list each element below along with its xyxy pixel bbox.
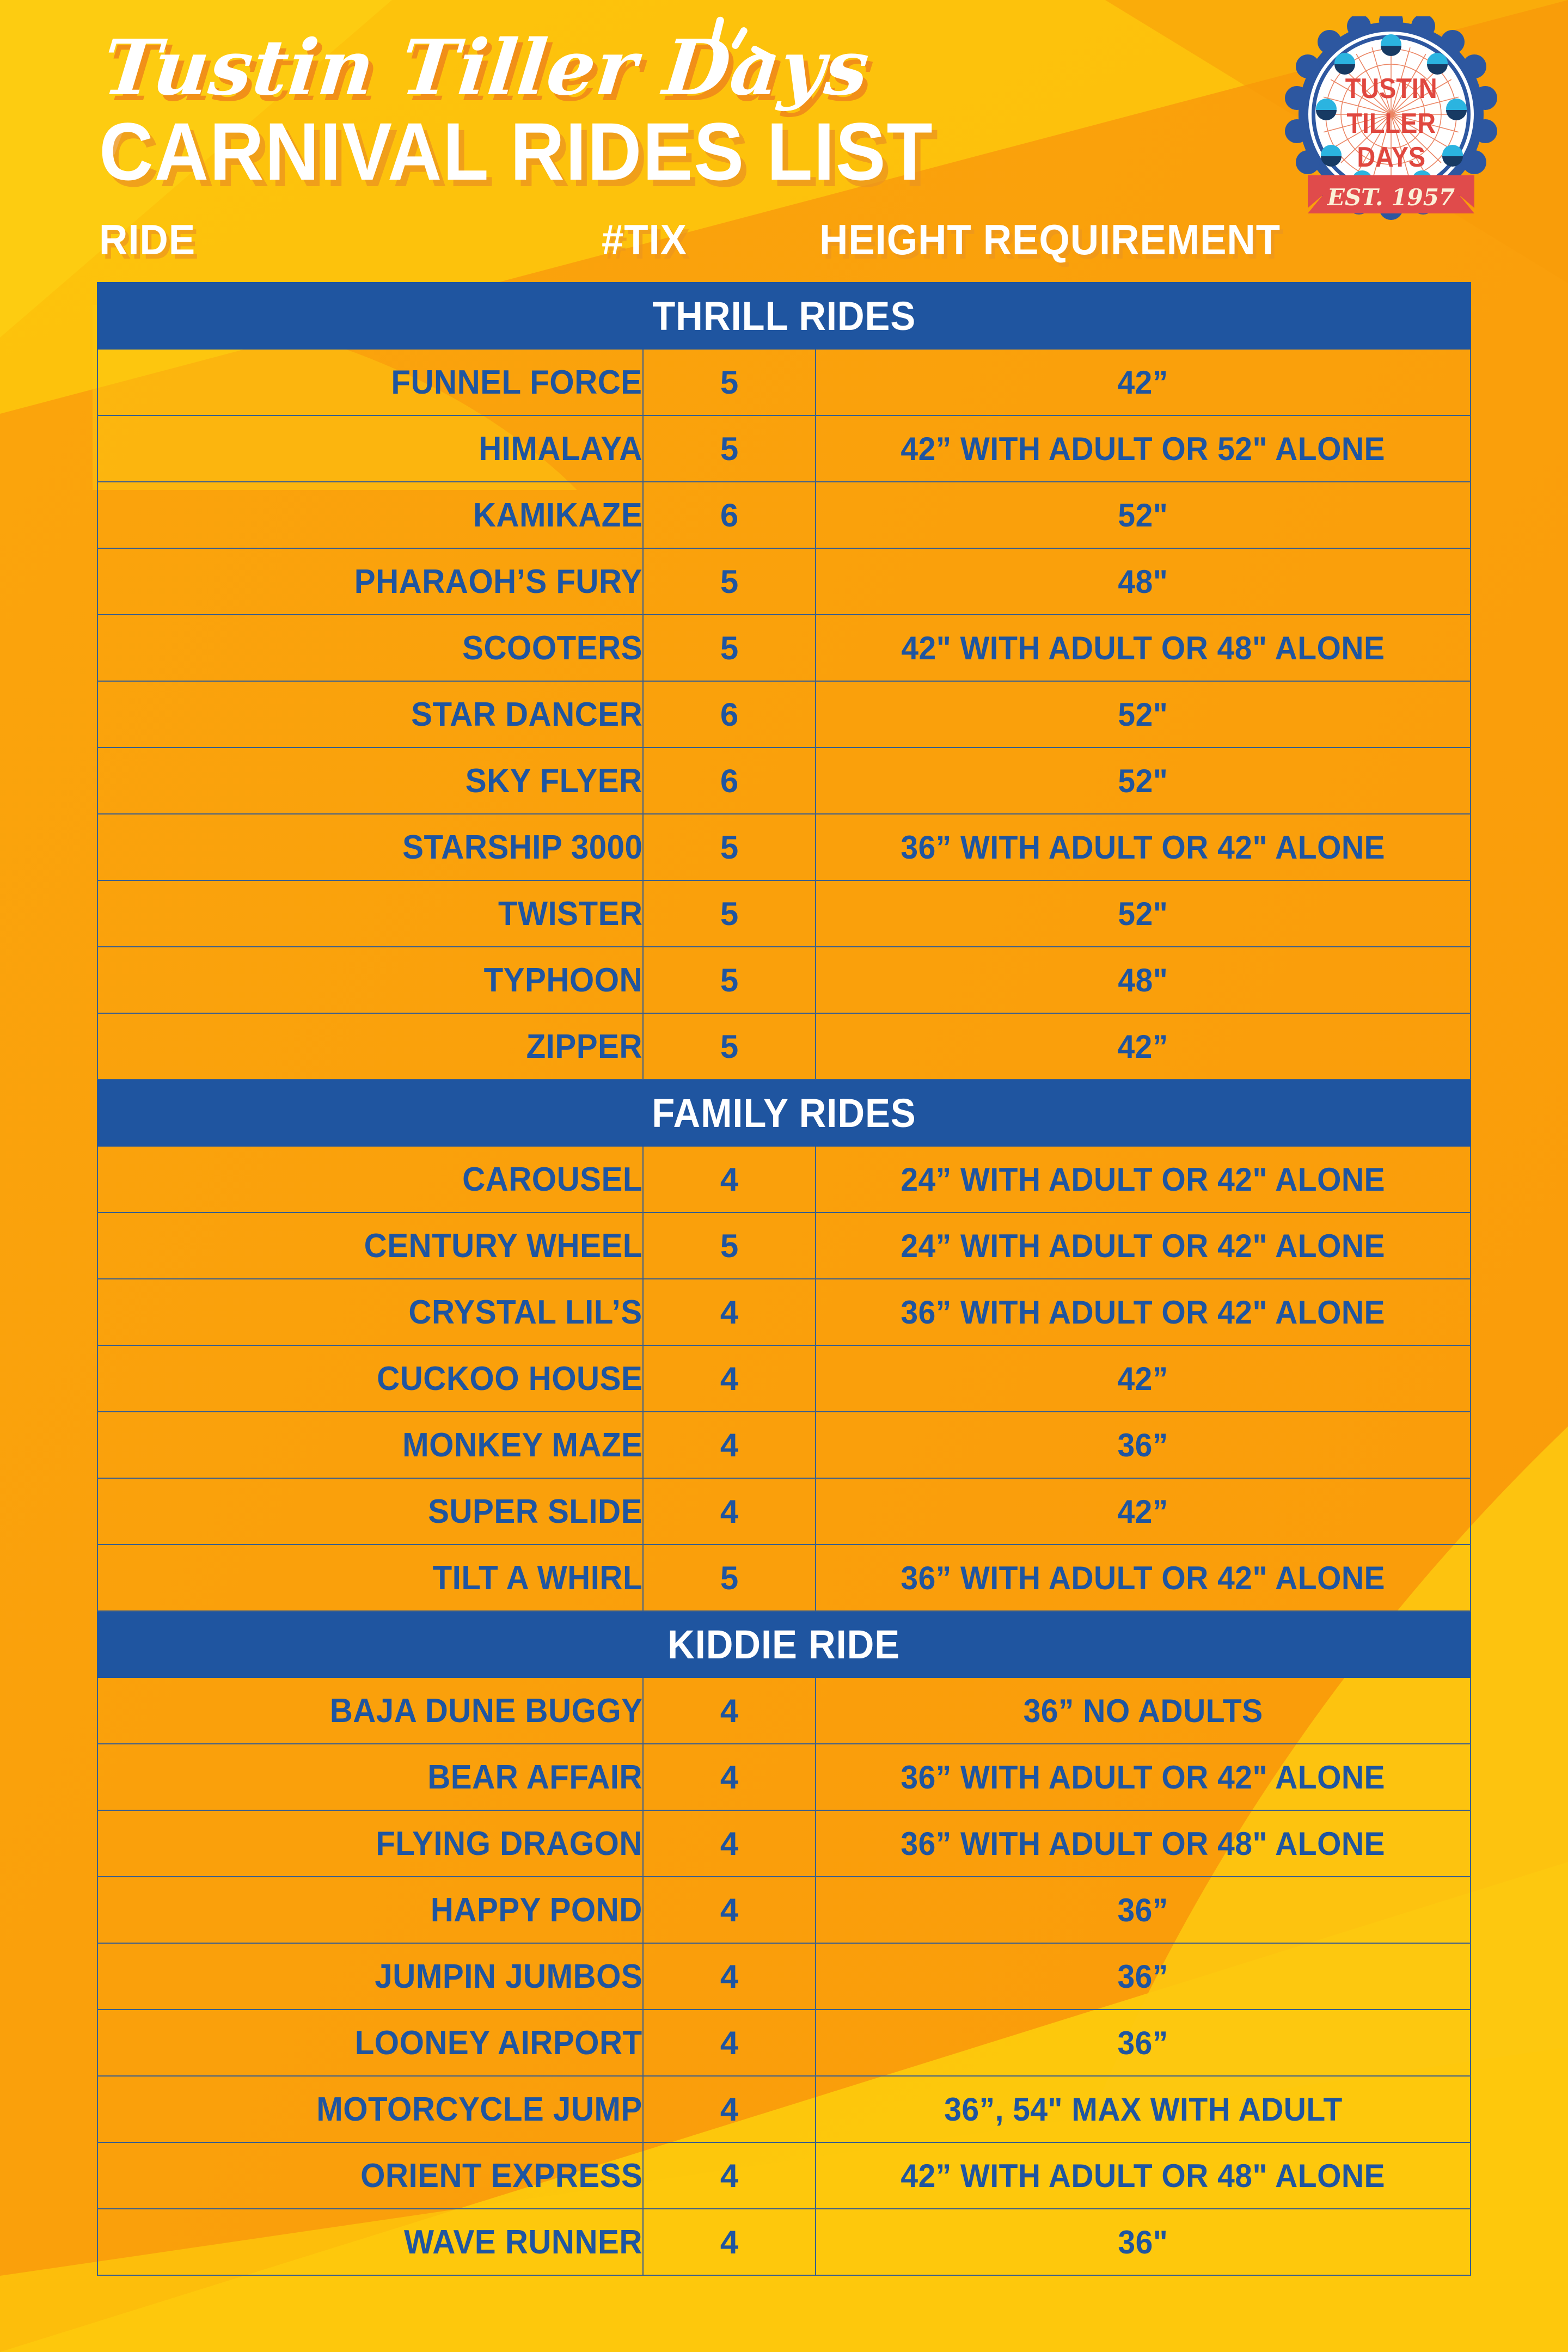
- table-row: [97, 415, 1471, 482]
- ride-name: MONKEY MAZE: [402, 1426, 642, 1464]
- ride-tickets-cell: 5: [643, 947, 816, 1013]
- ride-height-requirement-cell: [816, 1412, 1471, 1478]
- ride-tickets-cell: 6: [643, 681, 816, 748]
- table-row: [97, 548, 1471, 615]
- ride-height-requirement-cell: [816, 1744, 1471, 1810]
- ride-height-requirement-cell: [816, 1877, 1471, 1943]
- ride-tickets-cell: 4: [643, 2142, 816, 2209]
- ride-height-requirement: 52": [1118, 497, 1168, 534]
- ride-height-requirement-cell: [816, 1478, 1471, 1545]
- ride-height-requirement-cell: [816, 548, 1471, 615]
- ride-name: WAVE RUNNER: [404, 2223, 642, 2261]
- table-row: [97, 349, 1471, 415]
- page-title: CARNIVAL RIDES LIST: [99, 106, 934, 197]
- ride-name: MOTORCYCLE JUMP: [316, 2090, 642, 2128]
- table-row: [97, 1943, 1471, 2010]
- table-row: [97, 1146, 1471, 1212]
- table-row: [97, 1677, 1471, 1744]
- ride-height-requirement: 36” WITH ADULT OR 42" ALONE: [901, 1294, 1386, 1331]
- table-column-headers: [0, 215, 1568, 275]
- logo-line-3: DAYS: [1357, 141, 1426, 173]
- ride-height-requirement-cell: [816, 748, 1471, 814]
- ride-tickets-cell: 5: [643, 415, 816, 482]
- table-row: [97, 880, 1471, 947]
- ride-height-requirement-cell: [816, 2010, 1471, 2076]
- ride-height-requirement-cell: [816, 1545, 1471, 1611]
- ride-name-cell: [97, 1279, 643, 1345]
- ride-tickets-cell: 5: [643, 880, 816, 947]
- ride-tickets-cell: 4: [643, 2209, 816, 2275]
- ride-height-requirement-cell: [816, 1146, 1471, 1212]
- table-row: [97, 1212, 1471, 1279]
- table-row: [97, 2076, 1471, 2142]
- ride-name: CRYSTAL LIL’S: [408, 1293, 642, 1331]
- ride-name: CAROUSEL: [462, 1160, 642, 1198]
- section-header-row: [97, 283, 1471, 349]
- ride-height-requirement-cell: [816, 947, 1471, 1013]
- ride-height-requirement: 42”: [1117, 1028, 1169, 1065]
- ride-height-requirement: 42”: [1117, 364, 1169, 401]
- ride-name-cell: [97, 1146, 643, 1212]
- section-header-row: [97, 1080, 1471, 1146]
- section-header-row: [97, 1611, 1471, 1677]
- ride-tickets-cell: 4: [643, 1677, 816, 1744]
- ride-tickets-cell: 4: [643, 2076, 816, 2142]
- ride-name: STAR DANCER: [411, 695, 642, 733]
- ride-height-requirement: 42”: [1117, 1493, 1169, 1530]
- ride-height-requirement: 42” WITH ADULT OR 48" ALONE: [901, 2157, 1386, 2194]
- table-row: [97, 615, 1471, 681]
- ride-name-cell: [97, 548, 643, 615]
- ride-height-requirement-cell: [816, 2142, 1471, 2209]
- ride-name: CUCKOO HOUSE: [376, 1359, 642, 1398]
- ride-height-requirement: 52": [1118, 895, 1168, 932]
- table-row: [97, 1478, 1471, 1545]
- ride-height-requirement-cell: [816, 2076, 1471, 2142]
- ride-name: KAMIKAZE: [473, 496, 642, 534]
- ride-name: LOONEY AIRPORT: [355, 2024, 642, 2062]
- ride-name-cell: [97, 1545, 643, 1611]
- ride-height-requirement-cell: [816, 1013, 1471, 1080]
- ride-name: FLYING DRAGON: [376, 1824, 642, 1863]
- ride-name: HAPPY POND: [430, 1891, 642, 1929]
- ride-name-cell: [97, 1877, 643, 1943]
- ride-height-requirement: 24” WITH ADULT OR 42" ALONE: [901, 1161, 1386, 1198]
- ride-height-requirement-cell: [816, 1279, 1471, 1345]
- ride-tickets-cell: 4: [643, 1146, 816, 1212]
- ride-tickets-cell: 4: [643, 2010, 816, 2076]
- ride-name-cell: [97, 615, 643, 681]
- ride-name-cell: [97, 1412, 643, 1478]
- ride-height-requirement: 36”, 54" MAX WITH ADULT: [944, 2091, 1343, 2128]
- ride-name: TYPHOON: [483, 961, 642, 999]
- ride-tickets-cell: 5: [643, 548, 816, 615]
- ride-tickets-cell: 5: [643, 349, 816, 415]
- ride-tickets-cell: 4: [643, 1478, 816, 1545]
- ride-name: SKY FLYER: [465, 762, 642, 800]
- ride-name-cell: [97, 1943, 643, 2010]
- ride-name: BAJA DUNE BUGGY: [329, 1692, 642, 1730]
- ride-height-requirement-cell: [816, 880, 1471, 947]
- ride-name: HIMALAYA: [479, 430, 642, 468]
- ride-tickets-cell: 5: [643, 615, 816, 681]
- table-row: [97, 1345, 1471, 1412]
- ride-name-cell: [97, 1478, 643, 1545]
- ride-height-requirement: 36” WITH ADULT OR 42" ALONE: [901, 1559, 1386, 1596]
- ride-name-cell: [97, 1345, 643, 1412]
- event-script-title: Tustin Tiller Days: [99, 23, 874, 113]
- section-title: THRILL RIDES: [652, 293, 916, 339]
- ride-name: FUNNEL FORCE: [391, 363, 642, 401]
- ride-height-requirement: 42”: [1117, 1360, 1169, 1397]
- ride-height-requirement-cell: [816, 349, 1471, 415]
- ride-height-requirement-cell: [816, 1810, 1471, 1877]
- table-row: [97, 1279, 1471, 1345]
- ride-height-requirement-cell: [816, 1943, 1471, 2010]
- ride-tickets-cell: 4: [643, 1877, 816, 1943]
- ride-height-requirement-cell: [816, 2209, 1471, 2275]
- table-row: [97, 1744, 1471, 1810]
- ride-tickets-cell: 4: [643, 1412, 816, 1478]
- section-header-cell: [97, 1611, 1471, 1677]
- ride-name-cell: [97, 748, 643, 814]
- ride-height-requirement: 24” WITH ADULT OR 42" ALONE: [901, 1227, 1386, 1264]
- ride-height-requirement-cell: [816, 482, 1471, 548]
- table-row: [97, 681, 1471, 748]
- ride-height-requirement: 48": [1118, 563, 1168, 600]
- ride-height-requirement: 36”: [1117, 2024, 1169, 2061]
- ride-name: JUMPIN JUMBOS: [375, 1957, 642, 1995]
- table-row: [97, 2142, 1471, 2209]
- ride-name: STARSHIP 3000: [402, 828, 642, 866]
- ride-height-requirement: 36” NO ADULTS: [1023, 1692, 1263, 1729]
- ride-tickets-cell: 4: [643, 1744, 816, 1810]
- ride-name-cell: [97, 1744, 643, 1810]
- ride-name-cell: [97, 1810, 643, 1877]
- table-row: [97, 1545, 1471, 1611]
- ride-height-requirement: 36” WITH ADULT OR 42" ALONE: [901, 1759, 1386, 1796]
- ride-height-requirement-cell: [816, 814, 1471, 880]
- ride-name-cell: [97, 1677, 643, 1744]
- ride-name-cell: [97, 947, 643, 1013]
- ride-tickets-cell: 6: [643, 482, 816, 548]
- ride-height-requirement: 36”: [1117, 1891, 1169, 1928]
- ride-name: ZIPPER: [526, 1027, 642, 1065]
- ride-tickets-cell: 4: [643, 1345, 816, 1412]
- ride-height-requirement: 36” WITH ADULT OR 48" ALONE: [901, 1825, 1386, 1862]
- ride-name-cell: [97, 349, 643, 415]
- ride-name: TWISTER: [498, 895, 642, 933]
- column-header-tix: #TIX: [602, 216, 687, 264]
- ride-name-cell: [97, 1013, 643, 1080]
- ride-height-requirement: 36": [1118, 2224, 1168, 2261]
- ride-name-cell: [97, 2142, 643, 2209]
- ride-name-cell: [97, 2010, 643, 2076]
- table-row: [97, 1877, 1471, 1943]
- logo-line-2: TILLER: [1346, 107, 1436, 139]
- ride-height-requirement-cell: [816, 615, 1471, 681]
- ride-name: PHARAOH’S FURY: [354, 562, 642, 601]
- column-header-height: HEIGHT REQUIREMENT: [819, 216, 1281, 264]
- ride-name: SCOOTERS: [462, 629, 642, 667]
- ride-tickets-cell: 5: [643, 1013, 816, 1080]
- ride-tickets-cell: 4: [643, 1943, 816, 2010]
- column-header-ride: RIDE: [99, 216, 196, 264]
- ride-height-requirement-cell: [816, 1677, 1471, 1744]
- ride-height-requirement: 42” WITH ADULT OR 52" ALONE: [901, 430, 1386, 467]
- table-row: [97, 2010, 1471, 2076]
- ride-tickets-cell: 4: [643, 1279, 816, 1345]
- table-row: [97, 482, 1471, 548]
- ride-tickets-cell: 5: [643, 814, 816, 880]
- table-row: [97, 1412, 1471, 1478]
- table-row: [97, 748, 1471, 814]
- ride-height-requirement-cell: [816, 415, 1471, 482]
- tustin-tiller-days-logo: [1279, 16, 1503, 229]
- ride-name-cell: [97, 1212, 643, 1279]
- ride-name-cell: [97, 415, 643, 482]
- section-header-cell: [97, 283, 1471, 349]
- ride-height-requirement: 52": [1118, 696, 1168, 733]
- ride-name: TILT A WHIRL: [432, 1559, 642, 1597]
- table-row: [97, 2209, 1471, 2275]
- table-row: [97, 1013, 1471, 1080]
- carnival-rides-table: [97, 282, 1471, 2276]
- ride-name: SUPER SLIDE: [428, 1492, 642, 1530]
- table-row: [97, 947, 1471, 1013]
- table-row: [97, 814, 1471, 880]
- ride-name-cell: [97, 681, 643, 748]
- logo-ribbon-text: EST. 1957: [1327, 184, 1455, 211]
- ride-name: CENTURY WHEEL: [364, 1227, 642, 1265]
- section-title: FAMILY RIDES: [652, 1090, 916, 1136]
- ride-tickets-cell: 5: [643, 1545, 816, 1611]
- ride-name-cell: [97, 2209, 643, 2275]
- section-title: KIDDIE RIDE: [667, 1621, 901, 1667]
- ride-tickets-cell: 4: [643, 1810, 816, 1877]
- ride-height-requirement-cell: [816, 1212, 1471, 1279]
- ride-name-cell: [97, 880, 643, 947]
- ride-height-requirement: 36” WITH ADULT OR 42" ALONE: [901, 829, 1386, 866]
- ride-name-cell: [97, 814, 643, 880]
- ride-height-requirement: 48": [1118, 961, 1168, 999]
- ride-height-requirement-cell: [816, 1345, 1471, 1412]
- ride-name-cell: [97, 2076, 643, 2142]
- ride-name: ORIENT EXPRESS: [360, 2157, 642, 2195]
- ride-tickets-cell: 5: [643, 1212, 816, 1279]
- ride-height-requirement: 36”: [1117, 1958, 1169, 1995]
- ride-height-requirement: 52": [1118, 762, 1168, 799]
- ride-height-requirement: 36”: [1117, 1426, 1169, 1463]
- ride-name: BEAR AFFAIR: [427, 1758, 642, 1796]
- section-header-cell: [97, 1080, 1471, 1146]
- ride-height-requirement-cell: [816, 681, 1471, 748]
- table-row: [97, 1810, 1471, 1877]
- ride-height-requirement: 42" WITH ADULT OR 48" ALONE: [901, 629, 1385, 666]
- ride-tickets-cell: 6: [643, 748, 816, 814]
- logo-line-1: TUSTIN: [1345, 72, 1437, 105]
- ride-name-cell: [97, 482, 643, 548]
